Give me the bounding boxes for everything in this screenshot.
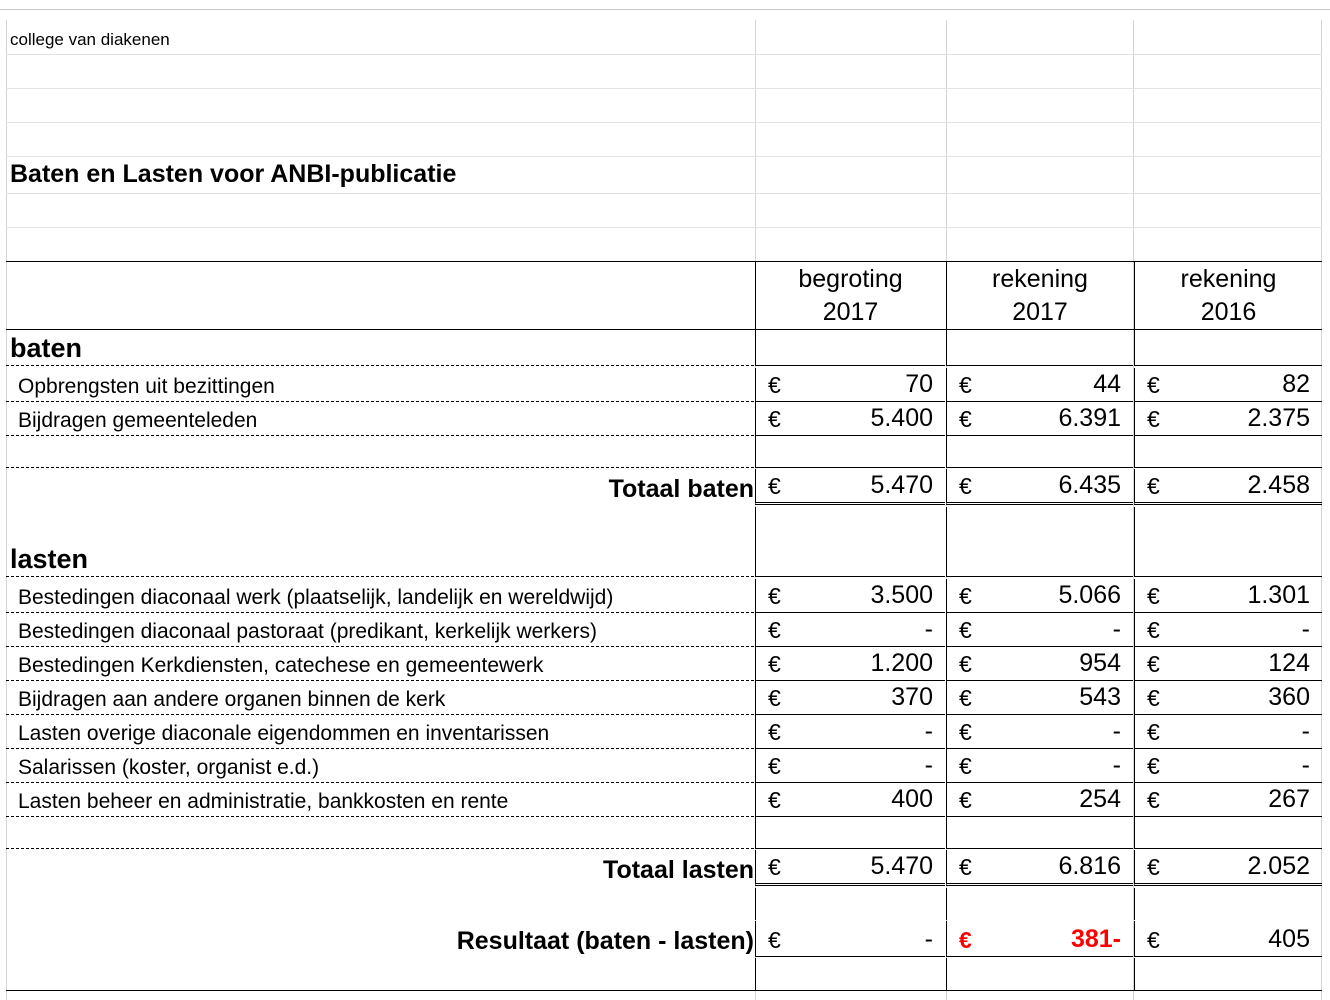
empty-cell[interactable]: [755, 436, 945, 468]
lasten-row: [6, 681, 1322, 715]
total-amount: -: [924, 925, 933, 953]
value-cell[interactable]: [946, 541, 1133, 577]
total-amount: 381-: [1070, 925, 1121, 953]
title-cell[interactable]: [6, 157, 754, 193]
total-value-cell[interactable]: [755, 469, 945, 505]
euro-sign: €: [768, 651, 781, 677]
euro-sign: €: [1147, 617, 1160, 643]
empty-cell[interactable]: [1134, 436, 1322, 468]
empty-row: [6, 123, 1322, 157]
value-cell[interactable]: [946, 749, 1133, 783]
empty-cell[interactable]: [755, 958, 945, 990]
lasten-row: [6, 749, 1322, 783]
amount: 6.391: [1058, 404, 1121, 432]
total-amount: 5.470: [870, 852, 933, 880]
euro-sign: €: [768, 473, 781, 499]
amount: -: [924, 751, 933, 779]
sheet-top-border: [0, 9, 1330, 10]
lasten-heading-row: [6, 541, 1322, 577]
column-header-year: 2017: [1012, 298, 1068, 326]
euro-sign: €: [959, 719, 972, 745]
euro-sign: €: [959, 406, 972, 432]
amount: -: [1112, 717, 1121, 745]
value-cell[interactable]: [755, 541, 945, 577]
column-header-type: rekening: [992, 265, 1088, 293]
euro-sign: €: [768, 927, 781, 953]
value-cell[interactable]: [755, 402, 945, 436]
value-cell[interactable]: [1134, 579, 1322, 613]
row-label: Salarissen (koster, organist e.d.): [18, 756, 320, 779]
value-cell[interactable]: [755, 749, 945, 783]
amount: 2.375: [1247, 404, 1310, 432]
empty-cell[interactable]: [755, 817, 945, 849]
amount: 124: [1268, 649, 1310, 677]
amount: -: [1301, 615, 1310, 643]
euro-sign: €: [959, 854, 972, 880]
value-cell[interactable]: [1134, 681, 1322, 715]
euro-sign: €: [1147, 583, 1160, 609]
euro-sign: €: [768, 719, 781, 745]
value-cell[interactable]: [946, 715, 1133, 749]
total-label-cell[interactable]: [6, 469, 754, 505]
empty-row: [6, 194, 1322, 228]
baten-row: [6, 402, 1322, 436]
lasten-row: [6, 579, 1322, 613]
total-value-cell[interactable]: [755, 921, 945, 957]
euro-sign: €: [768, 617, 781, 643]
value-cell[interactable]: [946, 613, 1133, 647]
empty-row: [6, 55, 1322, 89]
total-amount: 6.435: [1058, 471, 1121, 499]
row-label: Bestedingen diaconaal pastoraat (predikant, kerkelijk werkers): [18, 620, 597, 643]
row-label: Lasten overige diaconale eigendommen en inventarissen: [18, 722, 550, 745]
euro-sign: €: [1147, 372, 1160, 398]
amount: 254: [1079, 785, 1121, 813]
column-header-type: rekening: [1180, 265, 1277, 293]
euro-sign: €: [959, 583, 972, 609]
row-label-cell[interactable]: [6, 368, 754, 402]
row-label-cell[interactable]: [6, 579, 754, 613]
euro-sign: €: [959, 473, 972, 499]
resultaat-row: [6, 921, 1322, 957]
value-cell[interactable]: [946, 368, 1133, 402]
value-cell[interactable]: [755, 368, 945, 402]
empty-row: [6, 228, 1322, 261]
amount: 267: [1268, 785, 1310, 813]
lasten-row: [6, 647, 1322, 681]
total-label: Totaal lasten: [603, 856, 754, 884]
total-label-cell[interactable]: [6, 850, 754, 886]
empty-cell[interactable]: [946, 436, 1133, 468]
row-label: Bestedingen Kerkdiensten, catechese en gemeentewerk: [18, 654, 544, 677]
empty-cell[interactable]: [946, 817, 1133, 849]
value-cell[interactable]: [1134, 330, 1322, 366]
empty-cell[interactable]: [946, 888, 1133, 920]
total-value-cell[interactable]: [946, 921, 1133, 957]
amount: -: [924, 717, 933, 745]
row-label: Bijdragen gemeenteleden: [18, 409, 258, 432]
row-label-cell[interactable]: [6, 783, 754, 817]
euro-sign: €: [768, 685, 781, 711]
euro-sign: €: [1147, 651, 1160, 677]
amount: 360: [1268, 683, 1310, 711]
amount: 5.066: [1058, 581, 1121, 609]
euro-sign: €: [1147, 719, 1160, 745]
row-label-cell[interactable]: [6, 613, 754, 647]
value-cell[interactable]: [1134, 715, 1322, 749]
total-value-cell[interactable]: [1134, 850, 1322, 886]
empty-row: [6, 436, 1322, 468]
value-cell[interactable]: [755, 647, 945, 681]
total-value-cell[interactable]: [755, 850, 945, 886]
amount: 1.200: [870, 649, 933, 677]
value-cell[interactable]: [755, 783, 945, 817]
header-cell[interactable]: [755, 295, 945, 329]
row-label-cell[interactable]: [6, 647, 754, 681]
lasten-row: [6, 715, 1322, 749]
column-header-year: 2016: [1200, 298, 1257, 326]
euro-sign: €: [768, 372, 781, 398]
row-label: Bestedingen diaconaal werk (plaatselijk, landelijk en wereldwijd): [18, 586, 614, 609]
empty-cell[interactable]: [6, 436, 754, 468]
total-amount: 6.816: [1058, 852, 1121, 880]
amount: 954: [1079, 649, 1121, 677]
header-row-1: [6, 261, 1322, 296]
value-cell[interactable]: [1134, 402, 1322, 436]
section-heading-cell[interactable]: [6, 541, 754, 577]
euro-sign: €: [959, 651, 972, 677]
euro-sign: €: [1147, 473, 1160, 499]
header-cell[interactable]: [946, 262, 1133, 296]
amount: 5.400: [870, 404, 933, 432]
value-cell[interactable]: [755, 613, 945, 647]
baten-total-row: [6, 469, 1322, 505]
euro-sign: €: [1147, 406, 1160, 432]
value-cell[interactable]: [1134, 749, 1322, 783]
section-heading: lasten: [10, 544, 89, 574]
empty-cell[interactable]: [1134, 888, 1322, 920]
amount: 400: [891, 785, 933, 813]
amount: -: [1112, 751, 1121, 779]
euro-sign: €: [768, 854, 781, 880]
value-cell[interactable]: [755, 330, 945, 366]
header-cell[interactable]: [1134, 295, 1322, 329]
empty-cell[interactable]: [6, 817, 754, 849]
row-label: Bijdragen aan andere organen binnen de kerk: [18, 688, 446, 711]
total-amount: 5.470: [870, 471, 933, 499]
total-value-cell[interactable]: [946, 469, 1133, 505]
total-label: Resultaat (baten - lasten): [456, 927, 754, 955]
value-cell[interactable]: [1134, 541, 1322, 577]
org-cell[interactable]: [6, 20, 754, 54]
row-label-cell[interactable]: [6, 681, 754, 715]
section-heading: baten: [10, 333, 83, 363]
euro-sign: €: [768, 753, 781, 779]
euro-sign: €: [959, 787, 972, 813]
baten-row: [6, 368, 1322, 402]
amount: 543: [1079, 683, 1121, 711]
euro-sign: €: [768, 787, 781, 813]
section-heading-cell[interactable]: [6, 330, 754, 366]
value-cell[interactable]: [946, 647, 1133, 681]
euro-sign: €: [1147, 685, 1160, 711]
amount: -: [1301, 751, 1310, 779]
row-label-cell[interactable]: [6, 749, 754, 783]
euro-sign: €: [959, 927, 972, 953]
row-label-cell[interactable]: [6, 715, 754, 749]
amount: 370: [891, 683, 933, 711]
empty-cell[interactable]: [1134, 958, 1322, 990]
value-cell[interactable]: [946, 330, 1133, 366]
euro-sign: €: [1147, 854, 1160, 880]
empty-row: [6, 89, 1322, 123]
value-cell[interactable]: [946, 402, 1133, 436]
title-row: [6, 157, 1322, 194]
total-label-cell[interactable]: [6, 921, 754, 957]
value-cell[interactable]: [755, 579, 945, 613]
empty-row: [6, 817, 1322, 849]
total-label: Totaal baten: [608, 475, 754, 503]
value-cell[interactable]: [1134, 368, 1322, 402]
euro-sign: €: [959, 617, 972, 643]
euro-sign: €: [768, 406, 781, 432]
header-cell[interactable]: [946, 295, 1133, 329]
amount: -: [924, 615, 933, 643]
column-header-type: begroting: [798, 265, 903, 293]
row-label: Opbrengsten uit bezittingen: [18, 375, 275, 398]
page-title: Baten en Lasten voor ANBI-publicatie: [10, 160, 457, 188]
total-amount: 2.458: [1247, 471, 1310, 499]
amount: 3.500: [870, 581, 933, 609]
total-value-cell[interactable]: [1134, 469, 1322, 505]
total-amount: 405: [1268, 925, 1310, 953]
value-cell[interactable]: [946, 681, 1133, 715]
value-cell[interactable]: [755, 715, 945, 749]
amount: 44: [1093, 370, 1121, 398]
value-cell[interactable]: [946, 783, 1133, 817]
euro-sign: €: [959, 372, 972, 398]
amount: 1.301: [1247, 581, 1310, 609]
header-row-2: [6, 295, 1322, 330]
lasten-row: [6, 613, 1322, 647]
euro-sign: €: [1147, 753, 1160, 779]
value-cell[interactable]: [1134, 783, 1322, 817]
euro-sign: €: [768, 583, 781, 609]
lasten-total-row: [6, 850, 1322, 886]
euro-sign: €: [1147, 927, 1160, 953]
bottom-row: [6, 958, 1322, 991]
row-label-cell[interactable]: [6, 402, 754, 436]
amount: -: [1112, 615, 1121, 643]
org-name: college van diakenen: [10, 30, 170, 49]
lasten-row: [6, 783, 1322, 817]
value-cell[interactable]: [1134, 613, 1322, 647]
amount: 70: [905, 370, 933, 398]
org-row: [6, 20, 1322, 55]
value-cell[interactable]: [1134, 647, 1322, 681]
empty-cell[interactable]: [1134, 817, 1322, 849]
row-label: Lasten beheer en administratie, bankkosten en rente: [18, 790, 509, 813]
baten-heading-row: [6, 330, 1322, 366]
column-header-year: 2017: [822, 298, 879, 326]
amount: -: [1301, 717, 1310, 745]
total-amount: 2.052: [1247, 852, 1310, 880]
header-cell[interactable]: [755, 262, 945, 296]
amount: 82: [1282, 370, 1310, 398]
value-cell[interactable]: [946, 579, 1133, 613]
total-value-cell[interactable]: [946, 850, 1133, 886]
euro-sign: €: [959, 685, 972, 711]
spacer-row: [6, 888, 1322, 920]
euro-sign: €: [959, 753, 972, 779]
empty-cell[interactable]: [946, 958, 1133, 990]
header-cell[interactable]: [1134, 262, 1322, 296]
euro-sign: €: [1147, 787, 1160, 813]
total-value-cell[interactable]: [1134, 921, 1322, 957]
value-cell[interactable]: [755, 681, 945, 715]
empty-cell[interactable]: [755, 888, 945, 920]
